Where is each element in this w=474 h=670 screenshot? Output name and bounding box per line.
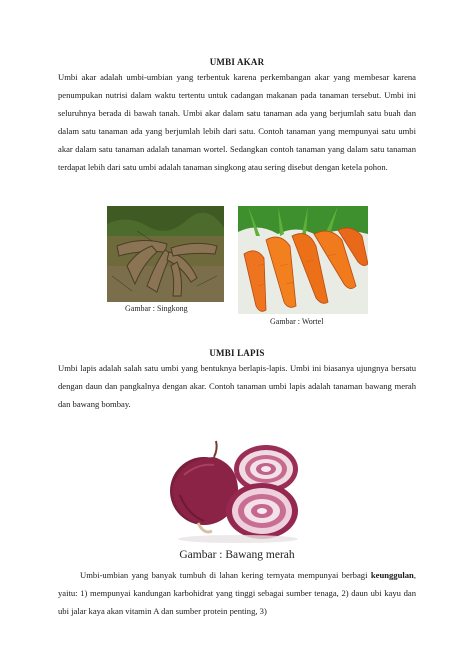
paragraph-umbi-lapis bbox=[58, 359, 416, 413]
cassava-photo bbox=[107, 206, 224, 302]
caption-singkong: Gambar : Singkong bbox=[125, 304, 188, 313]
closing-bold-word: keunggulan bbox=[370, 570, 414, 580]
caption-bawang-merah: Gambar : Bawang merah bbox=[179, 549, 295, 561]
cassava-image bbox=[107, 206, 224, 302]
paragraph-umbi-lapis-text: Umbi lapis adalah salah satu umbi yang bentuknya berlapis-lapis. Umbi ini biasanya ujungnya bersatu dengan daun dan pangkalnya dengan akar. Contoh tanaman umbi lapis adalah tanaman bawang merah dan bawang bombay. bbox=[58, 363, 416, 409]
section-title-umbi-akar: UMBI AKAR bbox=[209, 57, 265, 67]
paragraph-closing bbox=[58, 566, 416, 620]
carrot-image bbox=[238, 206, 368, 314]
paragraph-umbi-akar bbox=[58, 68, 416, 176]
shallot-image bbox=[158, 435, 318, 547]
closing-text-end: , yaitu: 1) mempunyai kandungan karbohidrat yang tinggi sebagai sumber tenaga, 2) daun ubi kayu dan ubi jalar kaya akan vitamin A dan sumber protein penting, 3) bbox=[58, 570, 416, 616]
paragraph-closing-text bbox=[58, 566, 416, 620]
closing-text-start: Umbi-umbian yang banyak tumbuh di lahan kering ternyata mempunyai berbagi bbox=[80, 570, 371, 580]
caption-wortel: Gambar : Wortel bbox=[270, 317, 324, 326]
carrot-photo bbox=[238, 206, 368, 314]
section-title-umbi-lapis: UMBI LAPIS bbox=[209, 348, 265, 358]
paragraph-umbi-akar-text: Umbi akar adalah umbi-umbian yang terbentuk karena perkembangan akar yang membesar karena penumpukan nutrisi dalam waktu tertentu untuk cadangan makanan pada tanaman tersebut. Umbi ini seluruhnya berada di bawah tanah. Umbi akar dalam satu tanaman ada yang berjumlah satu buah dan dalam satu tanaman ada yang berjumlah lebih dari satu. Contoh tanaman yang mempunyai satu umbi akar dalam satu tanaman adalah tanaman wortel. Sedangkan contoh tanaman yang dalam satu tanaman terdapat lebih dari satu umbi adalah tanaman singkong atau sering disebut dengan ketela pohon. bbox=[58, 72, 416, 172]
shallot-photo bbox=[158, 435, 318, 547]
